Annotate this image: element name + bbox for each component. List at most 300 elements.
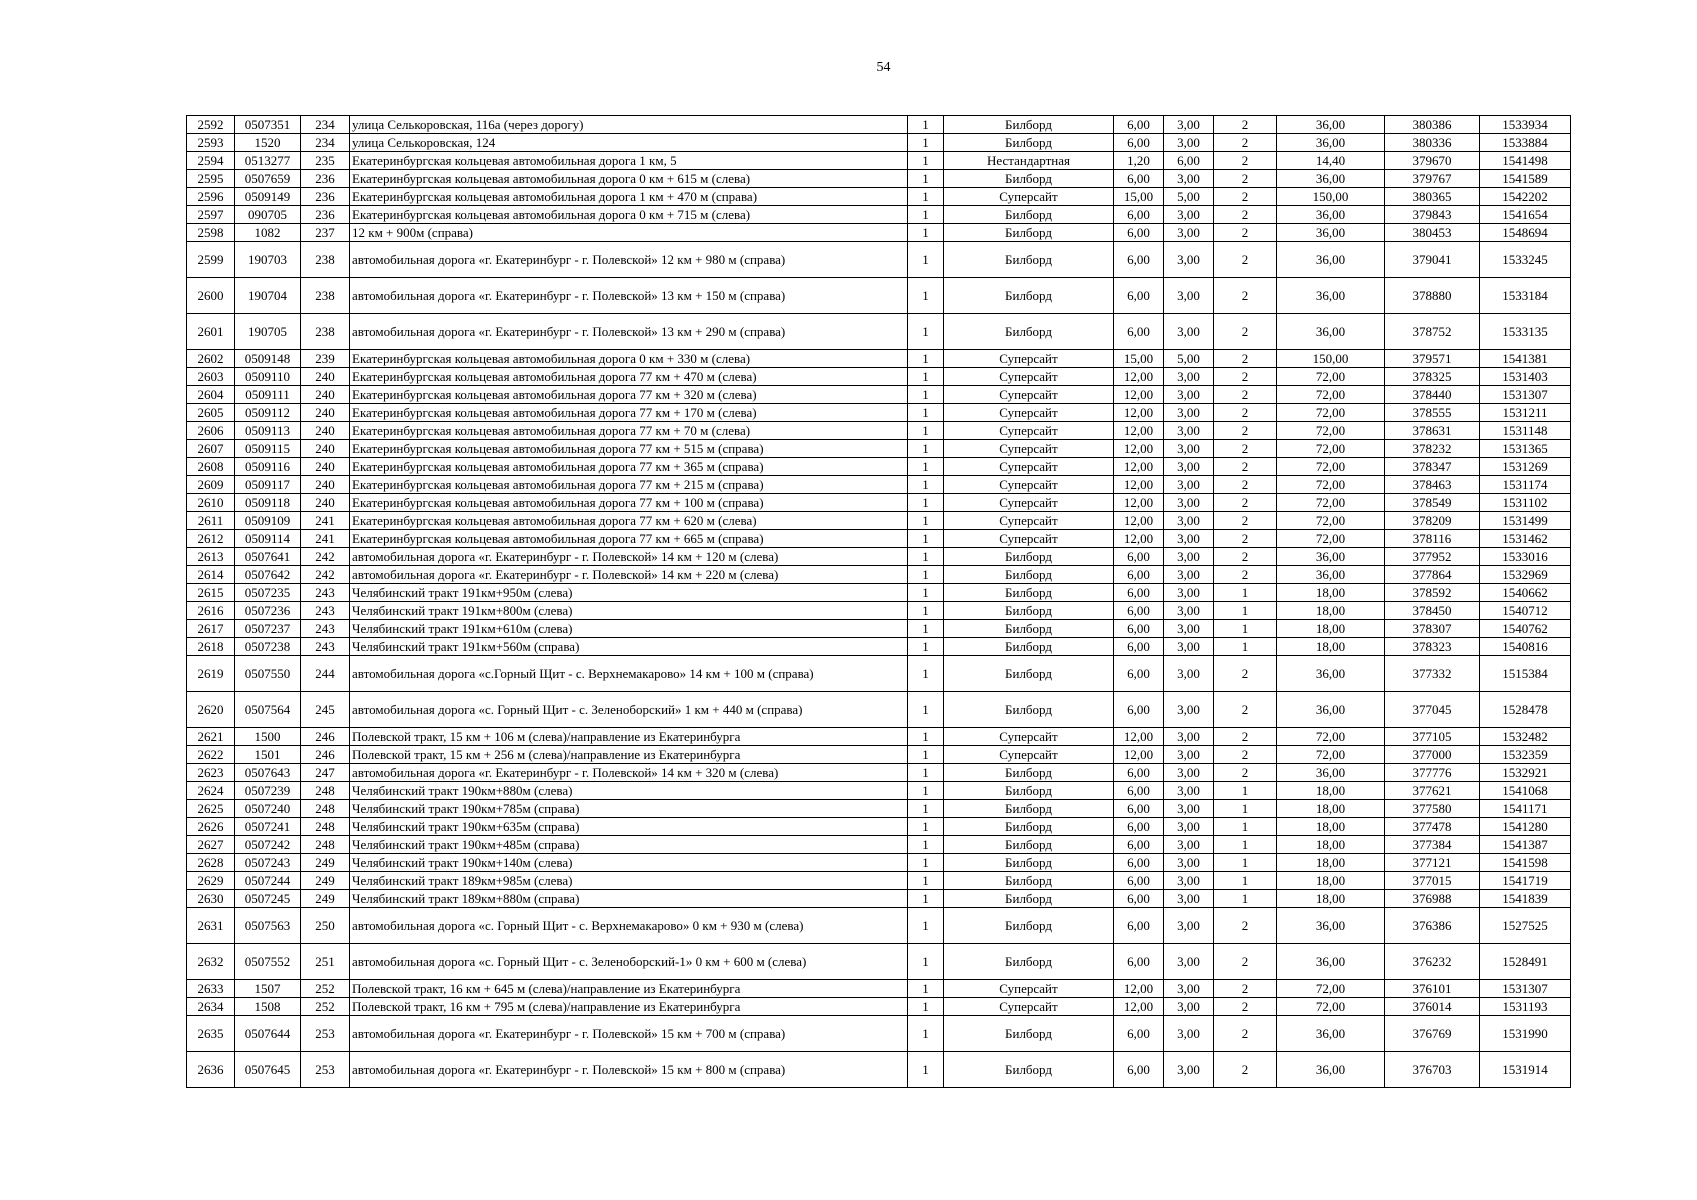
sides-cell: 2	[1214, 494, 1277, 512]
sides-cell: 1	[1214, 854, 1277, 872]
table-row	[187, 368, 1571, 386]
sides-cell: 2	[1214, 242, 1277, 278]
type-cell: Билборд	[944, 206, 1114, 224]
table-row	[187, 908, 1571, 944]
address-cell: Екатеринбургская кольцевая автомобильная дорога 77 км + 620 м (слева)	[350, 512, 908, 530]
address-cell: Челябинский тракт 191км+560м (справа)	[350, 638, 908, 656]
row-number-cell: 2630	[187, 890, 235, 908]
code-cell: 0509148	[235, 350, 301, 368]
row-number-cell: 2597	[187, 206, 235, 224]
type-cell: Билборд	[944, 854, 1114, 872]
width-cell: 6,00	[1114, 764, 1164, 782]
quantity-cell: 1	[908, 314, 944, 350]
area-cell: 72,00	[1277, 512, 1385, 530]
page-number: 54	[876, 60, 891, 75]
coord-y-cell: 1532359	[1480, 746, 1571, 764]
area-cell: 18,00	[1277, 854, 1385, 872]
sides-cell: 1	[1214, 836, 1277, 854]
type-cell: Билборд	[944, 548, 1114, 566]
address-cell: улица Селькоровская, 116а (через дорогу)	[350, 116, 908, 134]
sides-cell: 2	[1214, 440, 1277, 458]
code-cell: 190703	[235, 242, 301, 278]
coord-y-cell: 1541387	[1480, 836, 1571, 854]
coord-y-cell: 1541654	[1480, 206, 1571, 224]
code-cell: 0507239	[235, 782, 301, 800]
group-cell: 251	[301, 944, 350, 980]
code-cell: 0507244	[235, 872, 301, 890]
type-cell: Билборд	[944, 782, 1114, 800]
coord-x-cell: 376101	[1385, 980, 1480, 998]
sides-cell: 2	[1214, 908, 1277, 944]
coord-x-cell: 378325	[1385, 368, 1480, 386]
width-cell: 12,00	[1114, 728, 1164, 746]
code-cell: 0507242	[235, 836, 301, 854]
code-cell: 0509118	[235, 494, 301, 512]
sides-cell: 2	[1214, 530, 1277, 548]
coord-x-cell: 378880	[1385, 278, 1480, 314]
sides-cell: 2	[1214, 224, 1277, 242]
area-cell: 18,00	[1277, 890, 1385, 908]
address-cell: Полевской тракт, 15 км + 256 м (слева)/направление из Екатеринбурга	[350, 746, 908, 764]
sides-cell: 2	[1214, 458, 1277, 476]
type-cell: Суперсайт	[944, 998, 1114, 1016]
sides-cell: 2	[1214, 548, 1277, 566]
width-cell: 6,00	[1114, 134, 1164, 152]
group-cell: 240	[301, 368, 350, 386]
type-cell: Билборд	[944, 656, 1114, 692]
height-cell: 3,00	[1164, 368, 1214, 386]
group-cell: 245	[301, 692, 350, 728]
address-cell: Екатеринбургская кольцевая автомобильная дорога 77 км + 470 м (слева)	[350, 368, 908, 386]
width-cell: 6,00	[1114, 602, 1164, 620]
code-cell: 1082	[235, 224, 301, 242]
coord-y-cell: 1531193	[1480, 998, 1571, 1016]
width-cell: 15,00	[1114, 350, 1164, 368]
type-cell: Билборд	[944, 908, 1114, 944]
quantity-cell: 1	[908, 422, 944, 440]
height-cell: 3,00	[1164, 638, 1214, 656]
quantity-cell: 1	[908, 404, 944, 422]
quantity-cell: 1	[908, 980, 944, 998]
height-cell: 3,00	[1164, 692, 1214, 728]
coord-x-cell: 378752	[1385, 314, 1480, 350]
area-cell: 36,00	[1277, 692, 1385, 728]
sides-cell: 1	[1214, 872, 1277, 890]
coord-x-cell: 379843	[1385, 206, 1480, 224]
table-row	[187, 440, 1571, 458]
quantity-cell: 1	[908, 242, 944, 278]
group-cell: 246	[301, 728, 350, 746]
row-number-cell: 2635	[187, 1016, 235, 1052]
address-cell: Челябинский тракт 189км+985м (слева)	[350, 872, 908, 890]
sides-cell: 2	[1214, 476, 1277, 494]
row-number-cell: 2595	[187, 170, 235, 188]
type-cell: Билборд	[944, 278, 1114, 314]
area-cell: 36,00	[1277, 116, 1385, 134]
type-cell: Суперсайт	[944, 422, 1114, 440]
address-cell: Екатеринбургская кольцевая автомобильная дорога 1 км + 470 м (справа)	[350, 188, 908, 206]
row-number-cell: 2604	[187, 386, 235, 404]
group-cell: 250	[301, 908, 350, 944]
quantity-cell: 1	[908, 800, 944, 818]
area-cell: 36,00	[1277, 764, 1385, 782]
code-cell: 0507238	[235, 638, 301, 656]
row-number-cell: 2634	[187, 998, 235, 1016]
row-number-cell: 2605	[187, 404, 235, 422]
address-cell: Челябинский тракт 191км+800м (слева)	[350, 602, 908, 620]
coord-y-cell: 1531307	[1480, 980, 1571, 998]
coord-y-cell: 1533934	[1480, 116, 1571, 134]
type-cell: Суперсайт	[944, 476, 1114, 494]
code-cell: 1507	[235, 980, 301, 998]
coord-y-cell: 1541498	[1480, 152, 1571, 170]
type-cell: Суперсайт	[944, 368, 1114, 386]
area-cell: 36,00	[1277, 170, 1385, 188]
row-number-cell: 2600	[187, 278, 235, 314]
row-number-cell: 2606	[187, 422, 235, 440]
group-cell: 249	[301, 890, 350, 908]
area-cell: 14,40	[1277, 152, 1385, 170]
type-cell: Билборд	[944, 602, 1114, 620]
table-row	[187, 944, 1571, 980]
width-cell: 12,00	[1114, 422, 1164, 440]
address-cell: автомобильная дорога «с. Горный Щит - с. Зеленоборский» 1 км + 440 м (справа)	[350, 692, 908, 728]
coord-x-cell: 379041	[1385, 242, 1480, 278]
coord-y-cell: 1531307	[1480, 386, 1571, 404]
height-cell: 3,00	[1164, 620, 1214, 638]
coord-y-cell: 1532482	[1480, 728, 1571, 746]
table-row	[187, 998, 1571, 1016]
address-cell: Полевской тракт, 16 км + 645 м (слева)/направление из Екатеринбурга	[350, 980, 908, 998]
quantity-cell: 1	[908, 278, 944, 314]
width-cell: 6,00	[1114, 908, 1164, 944]
quantity-cell: 1	[908, 458, 944, 476]
width-cell: 6,00	[1114, 116, 1164, 134]
width-cell: 12,00	[1114, 494, 1164, 512]
group-cell: 240	[301, 494, 350, 512]
address-cell: Екатеринбургская кольцевая автомобильная дорога 77 км + 365 м (справа)	[350, 458, 908, 476]
area-cell: 36,00	[1277, 1016, 1385, 1052]
coord-y-cell: 1533135	[1480, 314, 1571, 350]
row-number-cell: 2631	[187, 908, 235, 944]
height-cell: 3,00	[1164, 134, 1214, 152]
address-cell: Екатеринбургская кольцевая автомобильная дорога 1 км, 5	[350, 152, 908, 170]
height-cell: 3,00	[1164, 1052, 1214, 1088]
sides-cell: 2	[1214, 404, 1277, 422]
width-cell: 6,00	[1114, 656, 1164, 692]
area-cell: 18,00	[1277, 638, 1385, 656]
type-cell: Билборд	[944, 170, 1114, 188]
type-cell: Билборд	[944, 890, 1114, 908]
coord-x-cell: 377580	[1385, 800, 1480, 818]
table-row	[187, 404, 1571, 422]
width-cell: 6,00	[1114, 584, 1164, 602]
address-cell: Челябинский тракт 191км+610м (слева)	[350, 620, 908, 638]
row-number-cell: 2619	[187, 656, 235, 692]
table-row	[187, 764, 1571, 782]
height-cell: 5,00	[1164, 350, 1214, 368]
coord-y-cell: 1540762	[1480, 620, 1571, 638]
height-cell: 3,00	[1164, 566, 1214, 584]
height-cell: 3,00	[1164, 818, 1214, 836]
width-cell: 12,00	[1114, 530, 1164, 548]
code-cell: 0509114	[235, 530, 301, 548]
area-cell: 72,00	[1277, 476, 1385, 494]
quantity-cell: 1	[908, 116, 944, 134]
width-cell: 6,00	[1114, 1016, 1164, 1052]
table-row	[187, 350, 1571, 368]
row-number-cell: 2609	[187, 476, 235, 494]
coord-x-cell: 377045	[1385, 692, 1480, 728]
address-cell: автомобильная дорога «г. Екатеринбург - г. Полевской» 13 км + 150 м (справа)	[350, 278, 908, 314]
coord-x-cell: 378631	[1385, 422, 1480, 440]
sides-cell: 2	[1214, 152, 1277, 170]
sides-cell: 2	[1214, 278, 1277, 314]
group-cell: 253	[301, 1052, 350, 1088]
group-cell: 242	[301, 566, 350, 584]
quantity-cell: 1	[908, 1016, 944, 1052]
coord-x-cell: 378463	[1385, 476, 1480, 494]
type-cell: Суперсайт	[944, 728, 1114, 746]
type-cell: Билборд	[944, 638, 1114, 656]
area-cell: 150,00	[1277, 188, 1385, 206]
height-cell: 3,00	[1164, 998, 1214, 1016]
code-cell: 0509116	[235, 458, 301, 476]
area-cell: 18,00	[1277, 836, 1385, 854]
coord-y-cell: 1531174	[1480, 476, 1571, 494]
height-cell: 3,00	[1164, 944, 1214, 980]
sides-cell: 2	[1214, 314, 1277, 350]
row-number-cell: 2616	[187, 602, 235, 620]
sides-cell: 2	[1214, 350, 1277, 368]
row-number-cell: 2603	[187, 368, 235, 386]
width-cell: 6,00	[1114, 638, 1164, 656]
row-number-cell: 2614	[187, 566, 235, 584]
width-cell: 6,00	[1114, 854, 1164, 872]
group-cell: 244	[301, 656, 350, 692]
height-cell: 3,00	[1164, 800, 1214, 818]
quantity-cell: 1	[908, 530, 944, 548]
group-cell: 249	[301, 872, 350, 890]
row-number-cell: 2621	[187, 728, 235, 746]
coord-y-cell: 1541068	[1480, 782, 1571, 800]
width-cell: 1,20	[1114, 152, 1164, 170]
group-cell: 243	[301, 638, 350, 656]
height-cell: 3,00	[1164, 170, 1214, 188]
coord-x-cell: 377105	[1385, 728, 1480, 746]
width-cell: 6,00	[1114, 944, 1164, 980]
area-cell: 72,00	[1277, 404, 1385, 422]
group-cell: 242	[301, 548, 350, 566]
quantity-cell: 1	[908, 818, 944, 836]
row-number-cell: 2601	[187, 314, 235, 350]
quantity-cell: 1	[908, 548, 944, 566]
coord-x-cell: 378232	[1385, 440, 1480, 458]
quantity-cell: 1	[908, 692, 944, 728]
width-cell: 6,00	[1114, 278, 1164, 314]
sides-cell: 1	[1214, 584, 1277, 602]
height-cell: 5,00	[1164, 188, 1214, 206]
quantity-cell: 1	[908, 512, 944, 530]
quantity-cell: 1	[908, 170, 944, 188]
area-cell: 36,00	[1277, 566, 1385, 584]
row-number-cell: 2593	[187, 134, 235, 152]
address-cell: Екатеринбургская кольцевая автомобильная дорога 77 км + 320 м (слева)	[350, 386, 908, 404]
height-cell: 3,00	[1164, 602, 1214, 620]
group-cell: 236	[301, 170, 350, 188]
area-cell: 36,00	[1277, 944, 1385, 980]
area-cell: 18,00	[1277, 602, 1385, 620]
row-number-cell: 2592	[187, 116, 235, 134]
row-number-cell: 2608	[187, 458, 235, 476]
height-cell: 3,00	[1164, 980, 1214, 998]
height-cell: 3,00	[1164, 206, 1214, 224]
coord-x-cell: 376014	[1385, 998, 1480, 1016]
address-cell: 12 км + 900м (справа)	[350, 224, 908, 242]
group-cell: 241	[301, 512, 350, 530]
type-cell: Билборд	[944, 818, 1114, 836]
table-row	[187, 566, 1571, 584]
sides-cell: 2	[1214, 980, 1277, 998]
group-cell: 248	[301, 782, 350, 800]
area-cell: 72,00	[1277, 494, 1385, 512]
coord-x-cell: 379571	[1385, 350, 1480, 368]
area-cell: 72,00	[1277, 530, 1385, 548]
table-row	[187, 134, 1571, 152]
area-cell: 72,00	[1277, 746, 1385, 764]
group-cell: 236	[301, 188, 350, 206]
type-cell: Суперсайт	[944, 404, 1114, 422]
address-cell: автомобильная дорога «г. Екатеринбург - г. Полевской» 12 км + 980 м (справа)	[350, 242, 908, 278]
table-row	[187, 656, 1571, 692]
row-number-cell: 2626	[187, 818, 235, 836]
area-cell: 18,00	[1277, 620, 1385, 638]
quantity-cell: 1	[908, 782, 944, 800]
width-cell: 6,00	[1114, 224, 1164, 242]
address-cell: Екатеринбургская кольцевая автомобильная дорога 0 км + 330 м (слева)	[350, 350, 908, 368]
code-cell: 0509117	[235, 476, 301, 494]
row-number-cell: 2628	[187, 854, 235, 872]
width-cell: 12,00	[1114, 404, 1164, 422]
sides-cell: 2	[1214, 170, 1277, 188]
coord-x-cell: 377015	[1385, 872, 1480, 890]
table-row	[187, 458, 1571, 476]
row-number-cell: 2602	[187, 350, 235, 368]
area-cell: 72,00	[1277, 368, 1385, 386]
type-cell: Нестандартная	[944, 152, 1114, 170]
group-cell: 240	[301, 476, 350, 494]
height-cell: 3,00	[1164, 314, 1214, 350]
group-cell: 252	[301, 980, 350, 998]
row-number-cell: 2596	[187, 188, 235, 206]
height-cell: 3,00	[1164, 530, 1214, 548]
table-row	[187, 836, 1571, 854]
code-cell: 0507659	[235, 170, 301, 188]
coord-y-cell: 1541280	[1480, 818, 1571, 836]
row-number-cell: 2627	[187, 836, 235, 854]
group-cell: 235	[301, 152, 350, 170]
table-row	[187, 638, 1571, 656]
coord-x-cell: 376988	[1385, 890, 1480, 908]
width-cell: 6,00	[1114, 872, 1164, 890]
sides-cell: 2	[1214, 386, 1277, 404]
area-cell: 72,00	[1277, 440, 1385, 458]
code-cell: 190705	[235, 314, 301, 350]
address-cell: Полевской тракт, 16 км + 795 м (слева)/направление из Екатеринбурга	[350, 998, 908, 1016]
group-cell: 240	[301, 422, 350, 440]
address-cell: автомобильная дорога «г. Екатеринбург - г. Полевской» 14 км + 320 м (слева)	[350, 764, 908, 782]
table-row	[187, 242, 1571, 278]
coord-x-cell: 380386	[1385, 116, 1480, 134]
address-cell: автомобильная дорога «г. Екатеринбург - г. Полевской» 14 км + 120 м (слева)	[350, 548, 908, 566]
height-cell: 3,00	[1164, 764, 1214, 782]
width-cell: 12,00	[1114, 440, 1164, 458]
group-cell: 236	[301, 206, 350, 224]
group-cell: 240	[301, 386, 350, 404]
area-cell: 36,00	[1277, 206, 1385, 224]
area-cell: 18,00	[1277, 782, 1385, 800]
coord-y-cell: 1532921	[1480, 764, 1571, 782]
group-cell: 237	[301, 224, 350, 242]
coord-x-cell: 377478	[1385, 818, 1480, 836]
address-cell: автомобильная дорога «г. Екатеринбург - г. Полевской» 15 км + 800 м (справа)	[350, 1052, 908, 1088]
coord-y-cell: 1548694	[1480, 224, 1571, 242]
group-cell: 243	[301, 620, 350, 638]
coord-y-cell: 1541719	[1480, 872, 1571, 890]
coord-x-cell: 378209	[1385, 512, 1480, 530]
width-cell: 6,00	[1114, 692, 1164, 728]
coord-x-cell: 378116	[1385, 530, 1480, 548]
row-number-cell: 2613	[187, 548, 235, 566]
width-cell: 6,00	[1114, 836, 1164, 854]
table-row	[187, 800, 1571, 818]
height-cell: 3,00	[1164, 548, 1214, 566]
area-cell: 36,00	[1277, 242, 1385, 278]
table-row	[187, 890, 1571, 908]
row-number-cell: 2612	[187, 530, 235, 548]
area-cell: 36,00	[1277, 656, 1385, 692]
address-cell: Екатеринбургская кольцевая автомобильная дорога 77 км + 665 м (справа)	[350, 530, 908, 548]
type-cell: Билборд	[944, 836, 1114, 854]
address-cell: Челябинский тракт 190км+485м (справа)	[350, 836, 908, 854]
type-cell: Билборд	[944, 944, 1114, 980]
row-number-cell: 2598	[187, 224, 235, 242]
code-cell: 190704	[235, 278, 301, 314]
quantity-cell: 1	[908, 728, 944, 746]
sides-cell: 2	[1214, 512, 1277, 530]
sides-cell: 2	[1214, 566, 1277, 584]
type-cell: Билборд	[944, 314, 1114, 350]
quantity-cell: 1	[908, 656, 944, 692]
quantity-cell: 1	[908, 188, 944, 206]
sides-cell: 2	[1214, 368, 1277, 386]
type-cell: Суперсайт	[944, 350, 1114, 368]
sides-cell: 2	[1214, 188, 1277, 206]
height-cell: 3,00	[1164, 422, 1214, 440]
area-cell: 72,00	[1277, 458, 1385, 476]
type-cell: Суперсайт	[944, 494, 1114, 512]
area-cell: 36,00	[1277, 548, 1385, 566]
height-cell: 3,00	[1164, 242, 1214, 278]
row-number-cell: 2625	[187, 800, 235, 818]
group-cell: 234	[301, 116, 350, 134]
coord-y-cell: 1541589	[1480, 170, 1571, 188]
row-number-cell: 2623	[187, 764, 235, 782]
coord-x-cell: 379670	[1385, 152, 1480, 170]
sides-cell: 2	[1214, 728, 1277, 746]
coord-y-cell: 1528478	[1480, 692, 1571, 728]
quantity-cell: 1	[908, 890, 944, 908]
